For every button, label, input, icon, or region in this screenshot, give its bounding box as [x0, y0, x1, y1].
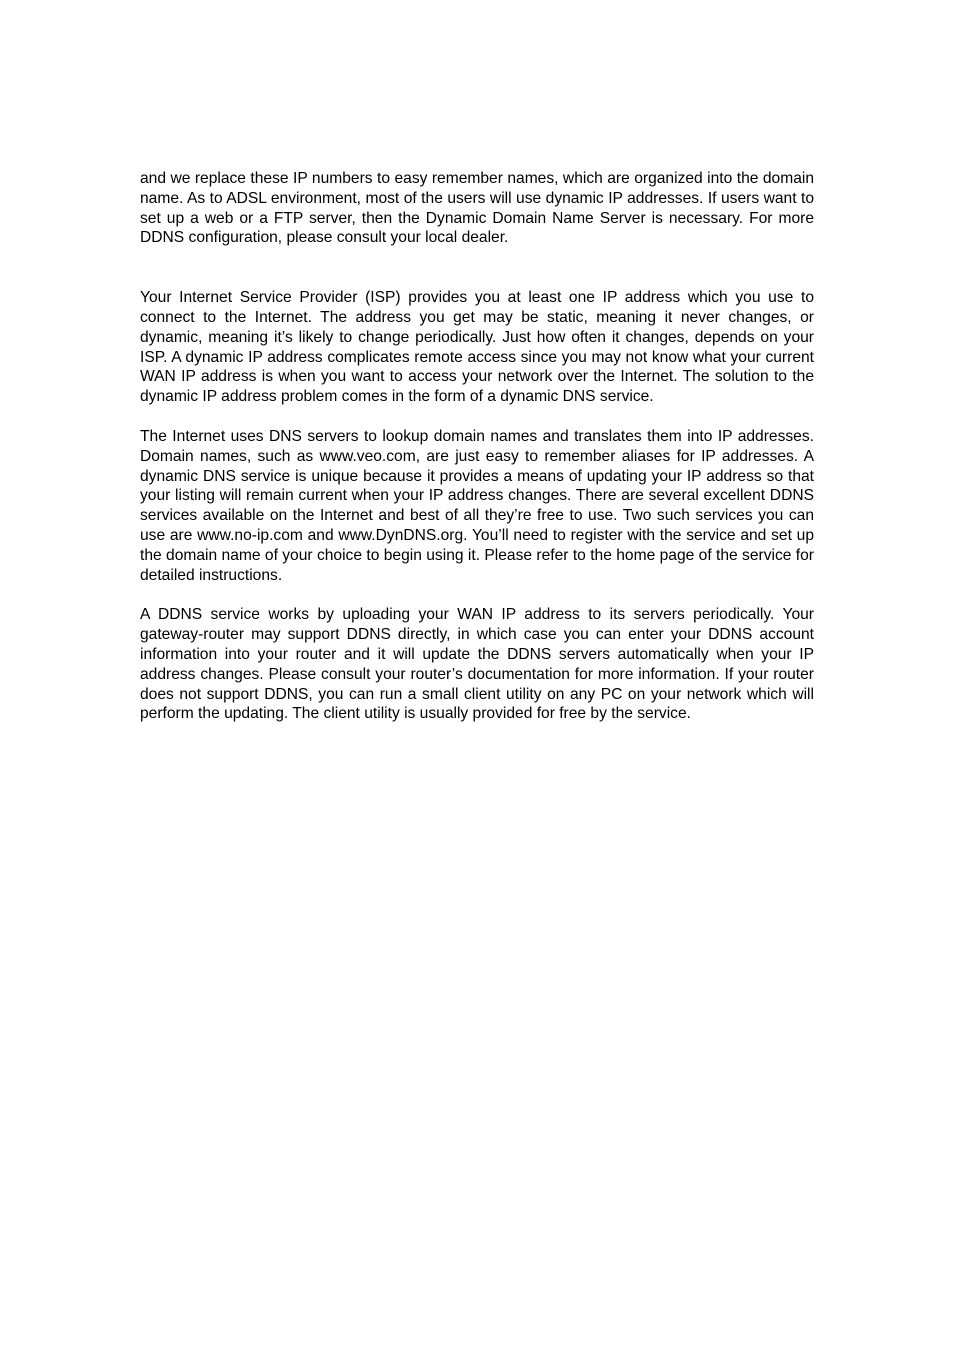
paragraph-dns-servers: The Internet uses DNS servers to lookup domain names and translates them into IP addresses. Domain names, such as www.veo.com, are just easy to remember aliases for IP addresses. A dynamic DNS service is unique because it provides a means of updating your IP address so that your listing will remain current when your IP address changes. There are several excellent DDNS services available on the Internet and best of all they’re free to use. Two such services you can use are www.no-ip.com and www.DynDNS.org. You’ll need to register with the service and set up the domain name of your choice to begin using it. Please refer to the home page of the service for detailed instructions.	[140, 427, 814, 584]
paragraph-isp-ip-address: Your Internet Service Provider (ISP) provides you at least one IP address which you use to connect to the Internet. The address you get may be static, meaning it never changes, or dynamic, meaning it’s likely to change periodically. Just how often it changes, depends on your ISP. A dynamic IP address complicates remote access since you may not know what your current WAN IP address is when you want to access your network over the Internet. The solution to the dynamic IP address problem comes in the form of a dynamic DNS service.	[140, 289, 814, 406]
paragraph-ddns-intro: and we replace these IP numbers to easy remember names, which are organized into the domain name. As to ADSL environment, most of the users will use dynamic IP addresses. If users want to set up a web or a FTP server, then the Dynamic Domain Name Server is necessary. For more DDNS configuration, please consult your local dealer.	[140, 170, 814, 247]
paragraph-ddns-service: A DDNS service works by uploading your WAN IP address to its servers periodically. Your gateway-router may support DDNS directly, in which case you can enter your DDNS account information into your router and it will update the DDNS servers automatically when your IP address changes. Please consult your router’s documentation for more information. If your router does not support DDNS, you can run a small client utility on any PC on your network which will perform the updating. The client utility is usually provided for free by the service.	[140, 606, 814, 723]
body-text	[140, 169, 814, 724]
